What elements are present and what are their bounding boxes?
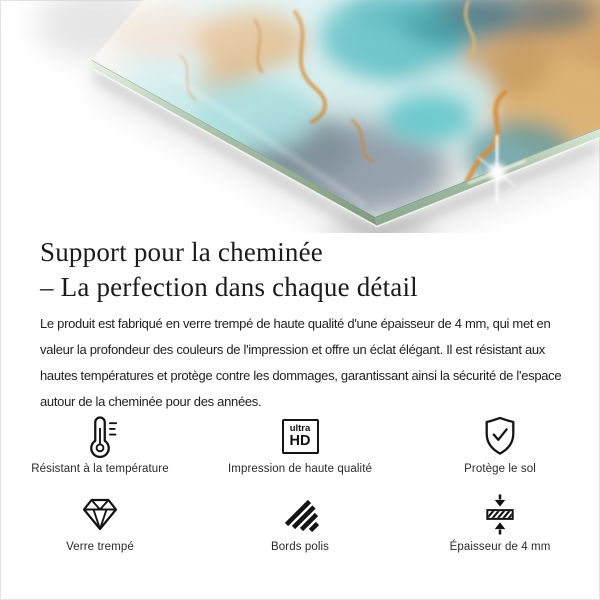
features-row-2 [0, 491, 600, 553]
feature-label: Impression de haute qualité [228, 463, 372, 475]
title-line-2: – La perfection dans chaque détail [40, 272, 418, 302]
feature-label: Épaisseur de 4 mm [449, 541, 551, 553]
shield-check-icon [481, 413, 519, 459]
feature-label: Protège le sol [464, 463, 536, 475]
description-line: Le produit est fabriqué en verre trempé de haute qualité d'une épaisseur de 4 mm, qui met en [40, 316, 551, 331]
page-title [40, 235, 562, 305]
feature-label: Résistant à la température [31, 463, 169, 475]
feature-thickness-4mm [400, 491, 600, 553]
feature-tempered-glass [0, 491, 200, 553]
features-grid [0, 413, 600, 553]
product-photo-glass-panel [0, 0, 600, 233]
diamond-icon [80, 491, 120, 537]
product-description [40, 311, 562, 415]
features-row-1 [0, 413, 600, 475]
feature-polished-edges [200, 491, 400, 553]
ultra-hd-icon [282, 413, 319, 459]
feature-label: Bords polis [271, 541, 329, 553]
feature-protects-floor [400, 413, 600, 475]
description-line: autour de la cheminée pour des années. [40, 394, 262, 409]
ultra-hd-text-bottom: HD [289, 432, 311, 449]
thickness-arrows-icon [480, 491, 520, 537]
description-line: valeur la profondeur des couleurs de l'impression et offre un éclat élégant. Il est résistant aux [40, 342, 545, 357]
feature-high-quality-print [200, 413, 400, 475]
polished-edges-icon [280, 491, 320, 537]
thermometer-icon [81, 413, 119, 459]
title-line-1: Support pour la cheminée [40, 237, 323, 267]
description-line: hautes températures et protège contre les dommages, garantissant ainsi la sécurité de l'espace [40, 368, 562, 383]
ultra-hd-text-top: ultra [289, 423, 311, 435]
feature-temperature-resistant [0, 413, 200, 475]
feature-label: Verre trempé [66, 541, 134, 553]
